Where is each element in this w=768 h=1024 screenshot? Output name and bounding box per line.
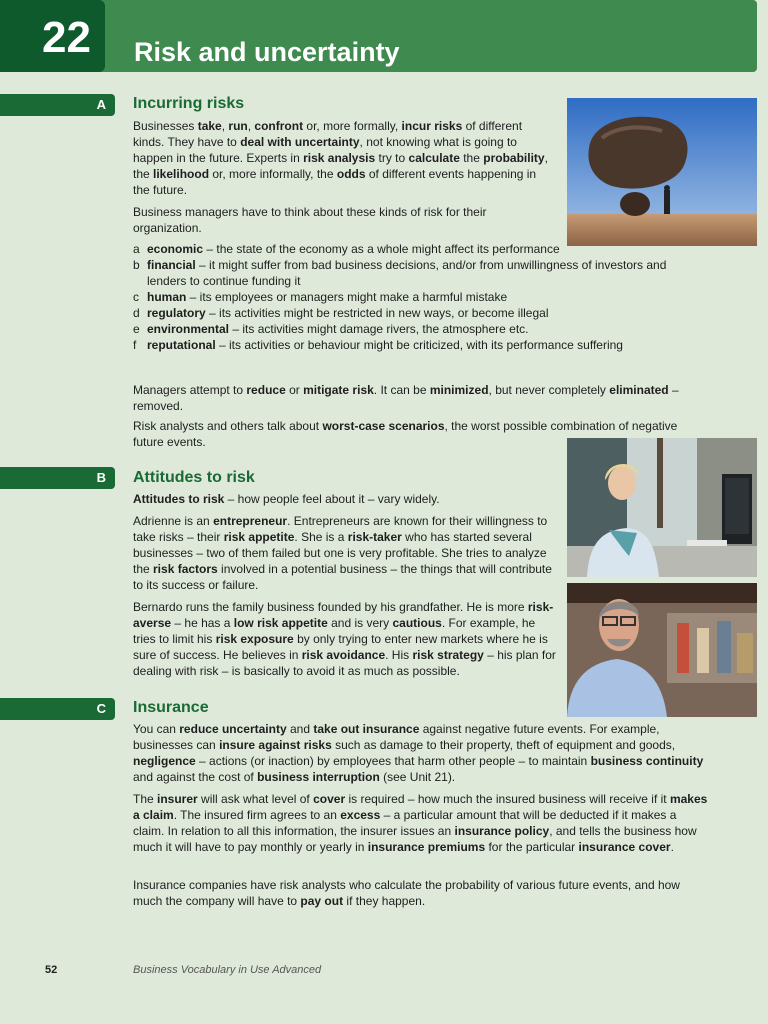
risk-list bbox=[133, 241, 708, 353]
section-tag-c: C bbox=[0, 698, 115, 720]
paragraph: Adrienne is an entrepreneur. Entrepreneurs are known for their willingness to take risks – their risk appetite. She is a risk-taker who has started several businesses – two of them failed but one is very profitable. She tries to analyze the risk factors involved in a potential business – the things that will contribute to its success or failure. bbox=[133, 514, 552, 592]
list-item: e environmental – its activities might damage rivers, the atmosphere etc. bbox=[133, 322, 529, 336]
man-in-warehouse-photo bbox=[567, 583, 757, 717]
paragraph: Insurance companies have risk analysts who calculate the probability of various future events, and how much the company will have to pay out if they happen. bbox=[133, 878, 680, 908]
section-title-a: Incurring risks bbox=[133, 95, 245, 112]
paragraph: Business managers have to think about these kinds of risk for their organization. bbox=[133, 205, 487, 235]
paragraph: You can reduce uncertainty and take out insurance against negative future events. For example, businesses can insure against risks such as damage to their property, theft of equipment and goods, negligence – actions (or inaction) by employees that harm other people – to maintain business continuity and against the cost of business interruption (see Unit 21). bbox=[133, 722, 704, 784]
paragraph: Businesses take, run, confront or, more formally, incur risks of different kinds. They have to deal with uncertainty, not knowing what is going to happen in the future. Experts in risk analysis try to calculate the probability, the likelihood or, more informally, the odds of different events happening in the future. bbox=[133, 119, 548, 197]
page-number: 52 bbox=[45, 964, 58, 976]
list-item: a economic – the state of the economy as a whole might affect its performance bbox=[133, 242, 560, 256]
section-title-b: Attitudes to risk bbox=[133, 469, 255, 486]
paragraph: Risk analysts and others talk about worst-case scenarios, the worst possible combination of negative future events. bbox=[133, 419, 678, 449]
section-title-c: Insurance bbox=[133, 699, 209, 716]
list-item: c human – its employees or managers might make a harmful mistake bbox=[133, 290, 508, 304]
woman-at-computer-photo bbox=[567, 438, 757, 577]
paragraph: Attitudes to risk – how people feel about it – vary widely. bbox=[133, 492, 440, 506]
paragraph: The insurer will ask what level of cover is required – how much the insured business will receive if it makes a claim. The insured firm agrees to an excess – a particular amount that will be deducted if it makes a claim. In relation to all this information, the insurer issues an insurance policy, and tells the business how much it will have to pay monthly or yearly in insurance premiums for the particular insurance cover. bbox=[133, 792, 708, 854]
book-title: Business Vocabulary in Use Advanced bbox=[133, 964, 322, 976]
unit-title: Risk and uncertainty bbox=[134, 37, 400, 67]
unit-number: 22 bbox=[42, 13, 91, 62]
section-tag-a: A bbox=[0, 94, 115, 116]
paragraph: Bernardo runs the family business founded by his grandfather. He is more risk-averse – he has a low risk appetite and is very cautious. For example, he tries to limit his risk exposure by only trying to enter new markets where he is sure of success. He believes in risk avoidance. His risk strategy – his plan for dealing with risk – is basically to avoid it as much as possible. bbox=[133, 600, 556, 678]
unit-number-box bbox=[0, 0, 105, 72]
list-item: b financial – it might suffer from bad business decisions, and/or from unwillingness of investors and lenders to continue funding it bbox=[133, 258, 667, 288]
list-item: d regulatory – its activities might be restricted in new ways, or become illegal bbox=[133, 306, 549, 320]
paragraph: Managers attempt to reduce or mitigate risk. It can be minimized, but never completely eliminated – removed. bbox=[133, 383, 679, 413]
list-item: f reputational – its activities or behaviour might be criticized, with its performance suffering bbox=[133, 338, 623, 352]
balanced-rock-photo bbox=[567, 98, 757, 246]
section-tag-b: B bbox=[0, 467, 115, 489]
